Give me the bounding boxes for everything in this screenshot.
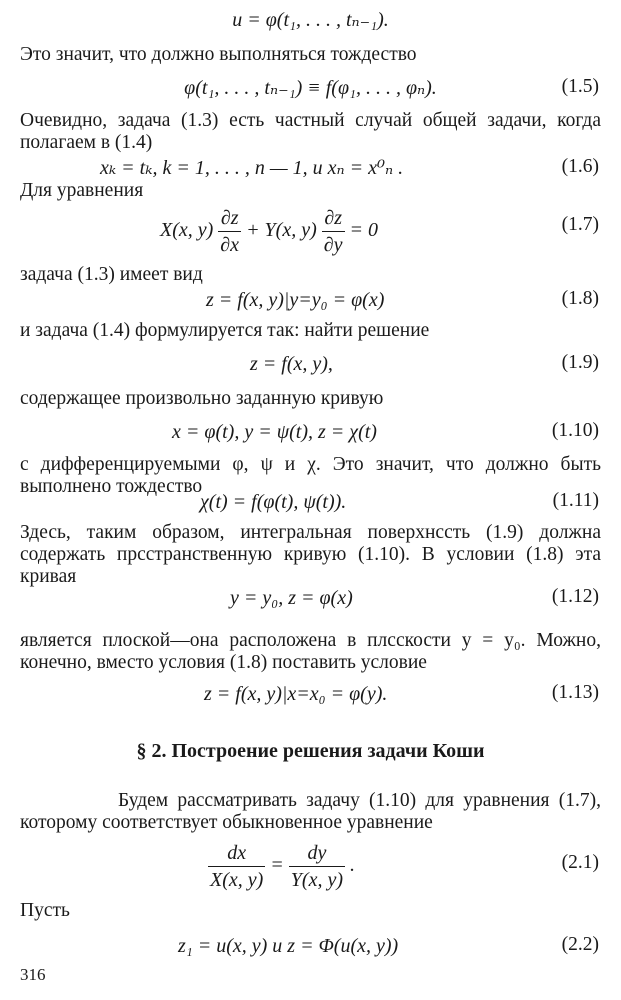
equation-2-2 <box>0 934 621 958</box>
text-line: и задача (1.4) формулируется так: найти решение <box>20 320 430 341</box>
equation-1-9-text: z = f(x, y), <box>250 353 333 375</box>
equation-2-2-text: z₁ = u(x, y) и z = Φ(u(x, y)) <box>178 935 399 957</box>
text-line: выполнено тождество <box>20 476 203 497</box>
equation-1-10 <box>0 420 621 444</box>
page-number: 316 <box>20 965 46 984</box>
equation-number-1-11: (1.11) <box>552 490 599 511</box>
equation-1-9 <box>0 352 621 376</box>
fraction-denominator: Y(x, y) <box>290 868 343 891</box>
text-line: с дифференцируемыми φ, ψ и χ. Это значит, что должно быть <box>20 454 601 475</box>
equation-number-2-2: (2.2) <box>561 934 599 955</box>
equation-top-text: u = φ(t₁, . . . , tₙ₋₁). <box>232 9 389 31</box>
equation-1-8 <box>0 288 621 312</box>
fraction-numerator: ∂z <box>322 205 345 232</box>
text-line: Здесь, таким образом, интегральная поверхнссть (1.9) должна <box>20 522 601 543</box>
equation-1-6-text: xₖ = tₖ, k = 1, . . . , n — 1, и xₙ = x⁰ₙ . <box>100 157 404 179</box>
equation-number-1-10: (1.10) <box>551 420 599 441</box>
text-line: конечно, вместо условия (1.8) поставить условие <box>20 652 427 673</box>
text-line: Это значит, что должно выполняться тождество <box>20 44 417 65</box>
text-line: Будем рассматривать задачу (1.10) для уравнения (1.7), <box>118 790 601 811</box>
equation-1-7 <box>0 200 621 260</box>
fraction-dz-dy <box>322 205 345 258</box>
equation-1-7-part-a: X(x, y) <box>160 219 214 241</box>
equation-1-5 <box>0 76 621 100</box>
equation-number-1-12: (1.12) <box>551 586 599 607</box>
equation-1-13-text: z = f(x, y)|x=x₀ = φ(y). <box>204 683 388 705</box>
text-line: Очевидно, задача (1.3) есть частный случай общей задачи, когда <box>20 110 601 131</box>
fraction-numerator: dy <box>289 840 345 867</box>
equation-1-10-text: x = φ(t), y = ψ(t), z = χ(t) <box>172 421 377 443</box>
fraction-dz-dx <box>218 205 241 258</box>
text-line: содержащее произвольно заданную кривую <box>20 388 384 409</box>
text-line: кривая <box>20 566 77 587</box>
equation-1-11 <box>0 490 621 514</box>
fraction-denominator: X(x, y) <box>210 868 264 891</box>
equation-1-12 <box>0 586 621 610</box>
fraction-dx-X <box>208 840 265 893</box>
text-line: задача (1.3) имеет вид <box>20 264 203 285</box>
equation-1-7-part-b: + Y(x, y) <box>246 219 317 241</box>
equation-1-8-text: z = f(x, y)|y=y₀ = φ(x) <box>206 289 385 311</box>
equation-1-5-text: φ(t₁, . . . , tₙ₋₁) ≡ f(φ₁, . . . , φₙ). <box>184 77 437 99</box>
equation-number-1-7: (1.7) <box>561 214 599 235</box>
equation-1-7-part-c: = 0 <box>349 219 379 241</box>
equation-1-6 <box>0 156 621 180</box>
text-line: является плоской—она расположена в плсскости y = y₀. Можно, <box>20 630 601 651</box>
fraction-denominator: ∂x <box>220 233 240 256</box>
text-line: которому соответствует обыкновенное уравнение <box>20 812 433 833</box>
equation-1-13 <box>0 682 621 706</box>
text-line: Пусть <box>20 900 70 921</box>
fraction-denominator: ∂y <box>323 233 343 256</box>
equation-number-1-9: (1.9) <box>561 352 599 373</box>
equation-1-11-text: χ(t) = f(φ(t), ψ(t)). <box>200 491 347 513</box>
equation-number-1-13: (1.13) <box>551 682 599 703</box>
equation-1-12-text: y = y₀, z = φ(x) <box>230 587 353 609</box>
section-heading: § 2. Построение решения задачи Коши <box>136 740 485 762</box>
equation-number-1-5: (1.5) <box>561 76 599 97</box>
fraction-numerator: ∂z <box>218 205 241 232</box>
fraction-dy-Y <box>289 840 345 893</box>
text-line: Для уравнения <box>20 180 144 201</box>
fraction-numerator: dx <box>208 840 265 867</box>
text-line: содержать прсстранственную кривую (1.10). В условии (1.8) эта <box>20 544 601 565</box>
equals-sign: = <box>270 854 284 876</box>
equation-top <box>0 8 621 32</box>
text-line: полагаем в (1.4) <box>20 132 153 153</box>
equation-period: . <box>350 854 355 876</box>
equation-number-2-1: (2.1) <box>561 852 599 873</box>
equation-2-1 <box>0 836 621 894</box>
equation-number-1-6: (1.6) <box>561 156 599 177</box>
equation-number-1-8: (1.8) <box>561 288 599 309</box>
